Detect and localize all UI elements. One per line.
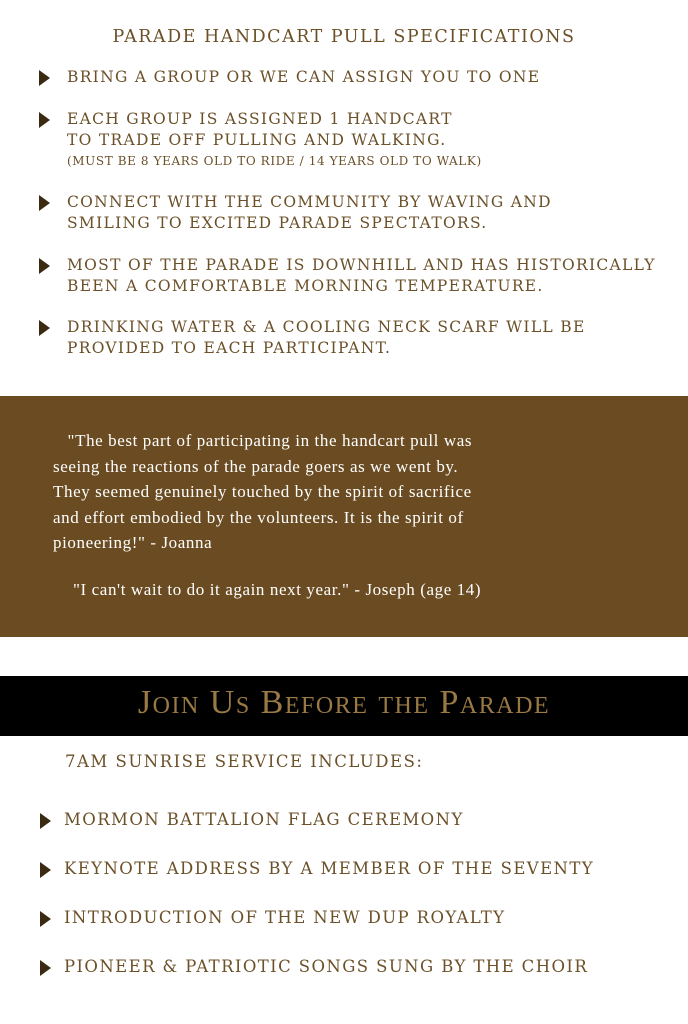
list-item-text: DRINKING WATER & A COOLING NECK SCARF WILL BE PROVIDED TO EACH PARTICIPANT.: [67, 318, 586, 357]
triangle-bullet-icon: [40, 862, 51, 878]
age-requirement-note: (MUST BE 8 YEARS OLD TO RIDE / 14 YEARS OLD TO WALK): [67, 154, 482, 168]
triangle-bullet-icon: [39, 258, 50, 274]
list-item-lines: EACH GROUP IS ASSIGNED 1 HANDCART TO TRADE OFF PULLING AND WALKING.: [67, 110, 453, 149]
list-item-text: INTRODUCTION OF THE NEW DUP ROYALTY: [64, 908, 506, 927]
specifications-title: PARADE HANDCART PULL SPECIFICATIONS: [112, 27, 576, 47]
list-item-text: [67, 109, 482, 170]
specifications-list: [0, 0, 688, 380]
sunrise-service-title: 7AM SUNRISE SERVICE INCLUDES:: [65, 752, 424, 771]
triangle-bullet-icon: [39, 112, 50, 128]
list-item-text: CONNECT WITH THE COMMUNITY BY WAVING AND SMILING TO EXCITED PARADE SPECTATORS.: [67, 193, 552, 232]
triangle-bullet-icon: [39, 70, 50, 86]
list-item-text: BRING A GROUP OR WE CAN ASSIGN YOU TO ONE: [67, 68, 541, 86]
triangle-bullet-icon: [39, 195, 50, 211]
triangle-bullet-icon: [40, 960, 51, 976]
testimonial-joanna: "The best part of participating in the handcart pull was seeing the reactions of the parade goers as we went by. They seemed genuinely touched by the spirit of sacrifice and effort embodied by the volunteers. It is the spirit of pioneering!" - Joanna: [53, 431, 473, 552]
list-item-text: MORMON BATTALION FLAG CEREMONY: [64, 810, 464, 829]
triangle-bullet-icon: [39, 320, 50, 336]
triangle-bullet-icon: [40, 813, 51, 829]
join-title: Join Us Before the Parade: [137, 684, 551, 721]
list-item-text: MOST OF THE PARADE IS DOWNHILL AND HAS HISTORICALLY BEEN A COMFORTABLE MORNING TEMPERATURE.: [67, 256, 656, 295]
list-item-text: PIONEER & PATRIOTIC SONGS SUNG BY THE CHOIR: [64, 957, 589, 976]
list-item-text: KEYNOTE ADDRESS BY A MEMBER OF THE SEVENTY: [64, 859, 595, 878]
triangle-bullet-icon: [40, 911, 51, 927]
testimonial-joseph: "I can't wait to do it again next year." - Joseph (age 14): [73, 580, 482, 599]
